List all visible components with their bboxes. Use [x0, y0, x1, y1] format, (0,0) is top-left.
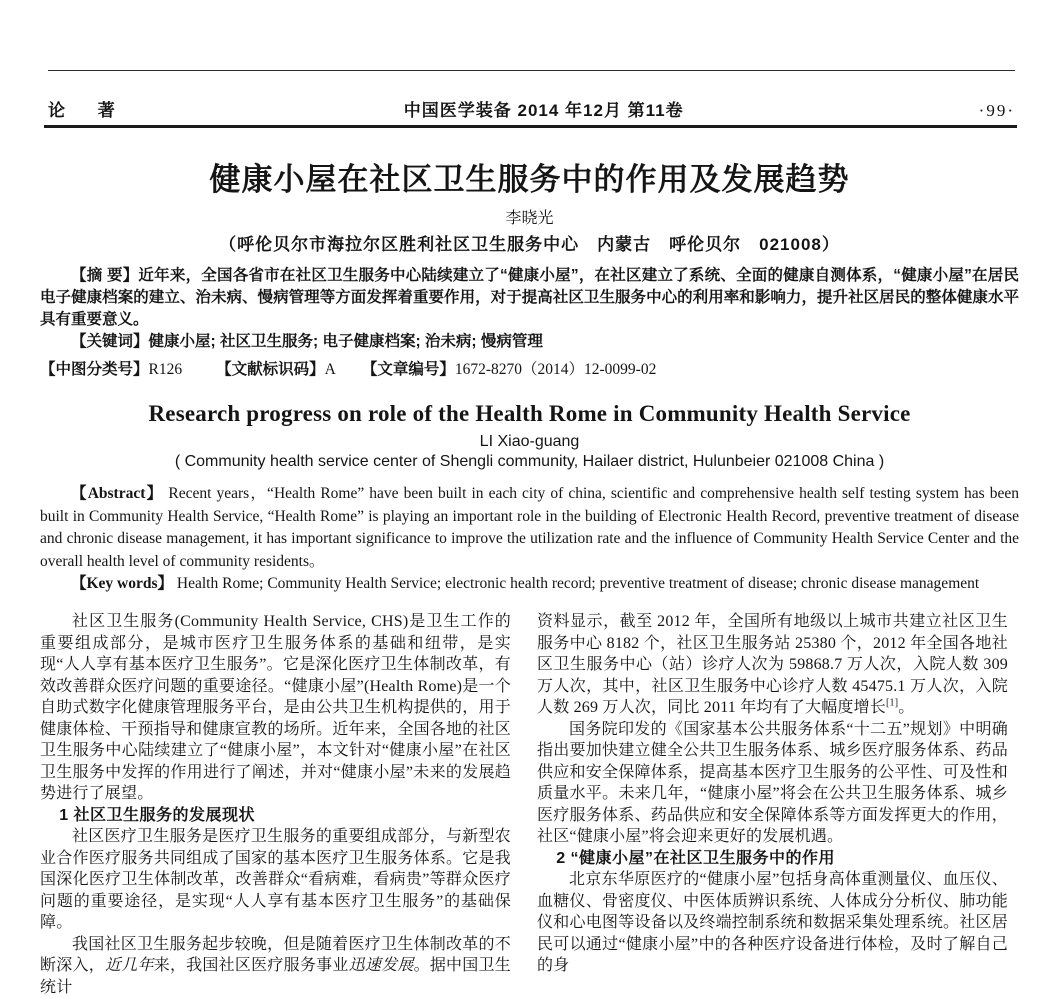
- article-no-value: 1672-8270（2014）12-0099-02: [455, 361, 657, 378]
- english-abstract-block: [40, 483, 1019, 595]
- journal-issue-info: 中国医学装备 2014 年12月 第11卷: [404, 96, 684, 121]
- two-column-body: [40, 611, 1019, 998]
- paragraph-statistics-text: 资料显示，截至 2012 年，全国所有地级以上城市共建立社区卫生服务中心 8182 个，社区卫生服务站 25380 个，2012 年全国各地社区卫生服务中心（站）诊疗人次为 59868.7 万人次，入院人数 309 万人次，其中，社区卫生服务中心诊疗人数 45475.1 万人次，入院人数 269 万人次，同比 2011 年均有了大幅度增长: [537, 613, 1008, 716]
- italic-phrase-rapid-growth: 迅速发展: [349, 957, 414, 974]
- header-rule: [44, 125, 1017, 128]
- clc-label: 【中图分类号】: [40, 361, 149, 378]
- italic-phrase-recent-years: 近几年: [105, 957, 154, 974]
- doc-code-value: A: [325, 361, 336, 378]
- abstract-en: [40, 483, 1019, 573]
- section-heading-1: 1 社区卫生服务的发展现状: [40, 805, 511, 827]
- paragraph-development-text: 我国社区卫生服务起步较晚，但是随着医疗卫生体制改革的不断深入，: [40, 936, 511, 975]
- paragraph-development: [40, 934, 511, 998]
- author-en: LI Xiao-guang: [40, 433, 1019, 451]
- article-title-en: Research progress on role of the Health Rome in Community Health Service: [40, 401, 1019, 427]
- keywords-en-label: 【Key words】: [71, 575, 173, 592]
- affiliation-en: ( Community health service center of Shengli community, Hailaer district, Hulunbeier 021008 China ): [40, 453, 1019, 471]
- abstract-en-text: Recent years，“Health Rome” have been built in each city of china, scientific and comprehensive health self testing system has been built in Community Health Service, “Health Rome” is playing an important role in the building of Electronic Health Record, preventive treatment of disease and chronic disease management, it has important significance to improve the utilization rate and the influence of Community Health Service Center and the overall health level of community residents。: [40, 485, 1019, 570]
- classification-line: [40, 357, 1019, 379]
- body-left-column: [40, 611, 511, 998]
- paragraph-intro: 社区卫生服务(Community Health Service, CHS)是卫生工作的重要组成部分，是城市医疗卫生服务体系的基础和纽带，是实现“人人享有基本医疗卫生服务”。它是深化医疗卫生体制改革，有效改善群众医疗问题的重要途径。“健康小屋”(Health Rome)是一个自助式数字化健康管理服务平台，是由公共卫生机构提供的，用于健康体检、干预指导和健康宣教的场所。近年来，全国各地的社区卫生服务中心陆续建立了“健康小屋”，本文针对“健康小屋”在社区卫生服务中发挥的作用进行了阐述，并对“健康小屋”未来的发展趋势进行了展望。: [40, 611, 511, 805]
- page-number: ·99·: [979, 101, 1015, 121]
- affiliation-zh: （呼伦贝尔市海拉尔区胜利社区卫生服务中心 内蒙古 呼伦贝尔 021008）: [40, 230, 1019, 255]
- paragraph-statistics-end: 。: [898, 699, 914, 716]
- abstract-zh-label: 【摘 要】: [71, 267, 138, 284]
- clc-value: R126: [149, 361, 183, 378]
- keywords-en: [40, 573, 1019, 595]
- abstract-zh-text: 近年来，全国各省市在社区卫生服务中心陆续建立了“健康小屋”，在社区建立了系统、全面的健康自测体系，“健康小屋”在居民电子健康档案的建立、治未病、慢病管理等方面发挥着重要作用，对于提高社区卫生服务中心的利用率和影响力，提升社区居民的整体健康水平具有重要意义。: [40, 267, 1019, 328]
- keywords-zh: [40, 331, 1019, 353]
- paragraph-chs-overview: 社区医疗卫生服务是医疗卫生服务的重要组成部分，与新型农业合作医疗服务共同组成了国家的基本医疗卫生服务体系。它是我国深化医疗卫生体制改革，改善群众“看病难，看病贵”等群众医疗问题的重要途径，是实现“人人享有基本医疗卫生服务”的基础保障。: [40, 826, 511, 934]
- page-header: [48, 96, 1015, 121]
- chinese-abstract-block: [40, 265, 1019, 353]
- keywords-en-text: Health Rome; Community Health Service; electronic health record; preventive treatment of disease; chronic disease management: [177, 575, 979, 592]
- abstract-en-label: 【Abstract】: [71, 485, 163, 502]
- abstract-zh: [40, 265, 1019, 331]
- reference-marker-1: [1]: [886, 698, 898, 709]
- article-title-zh: 健康小屋在社区卫生服务中的作用及发展趋势: [40, 154, 1019, 199]
- article-no-label: 【文章编号】: [362, 361, 455, 378]
- article-content: [40, 140, 1019, 998]
- doc-code-label: 【文献标识码】: [216, 361, 325, 378]
- section-heading-2: 2 “健康小屋”在社区卫生服务中的作用: [537, 848, 1008, 870]
- top-rule: [48, 70, 1015, 71]
- paragraph-statistics: [537, 611, 1008, 719]
- keywords-zh-label: 【关键词】: [71, 333, 149, 350]
- paragraph-development-text2: 来，我国社区医疗服务事业: [154, 957, 349, 974]
- keywords-zh-text: 健康小屋; 社区卫生服务; 电子健康档案; 治未病; 慢病管理: [149, 333, 543, 350]
- paragraph-equipment: 北京东华原医疗的“健康小屋”包括身高体重测量仪、血压仪、血糖仪、骨密度仪、中医体质辨识系统、人体成分分析仪、肺功能仪和心电图等设备以及终端控制系统和数据采集处理系统。社区居民可以通过“健康小屋”中的各种医疗设备进行体检，及时了解自己的身: [537, 869, 1008, 977]
- paragraph-policy: 国务院印发的《国家基本公共服务体系“十二五”规划》中明确指出要加快建立健全公共卫生服务体系、城乡医疗服务体系、药品供应和安全保障体系，提高基本医疗卫生服务的公平性、可及性和质量水平。未来几年，“健康小屋”将会在公共卫生服务体系、城乡医疗服务体系、药品供应和安全保障体系等方面发挥更大的作用，社区“健康小屋”将会迎来更好的发展机遇。: [537, 719, 1008, 848]
- column-type-label: 论 著: [48, 96, 129, 121]
- author-zh: 李晓光: [40, 205, 1019, 228]
- paragraph-development-text3: 。据中国卫生统计: [40, 957, 511, 996]
- body-right-column: [537, 611, 1008, 998]
